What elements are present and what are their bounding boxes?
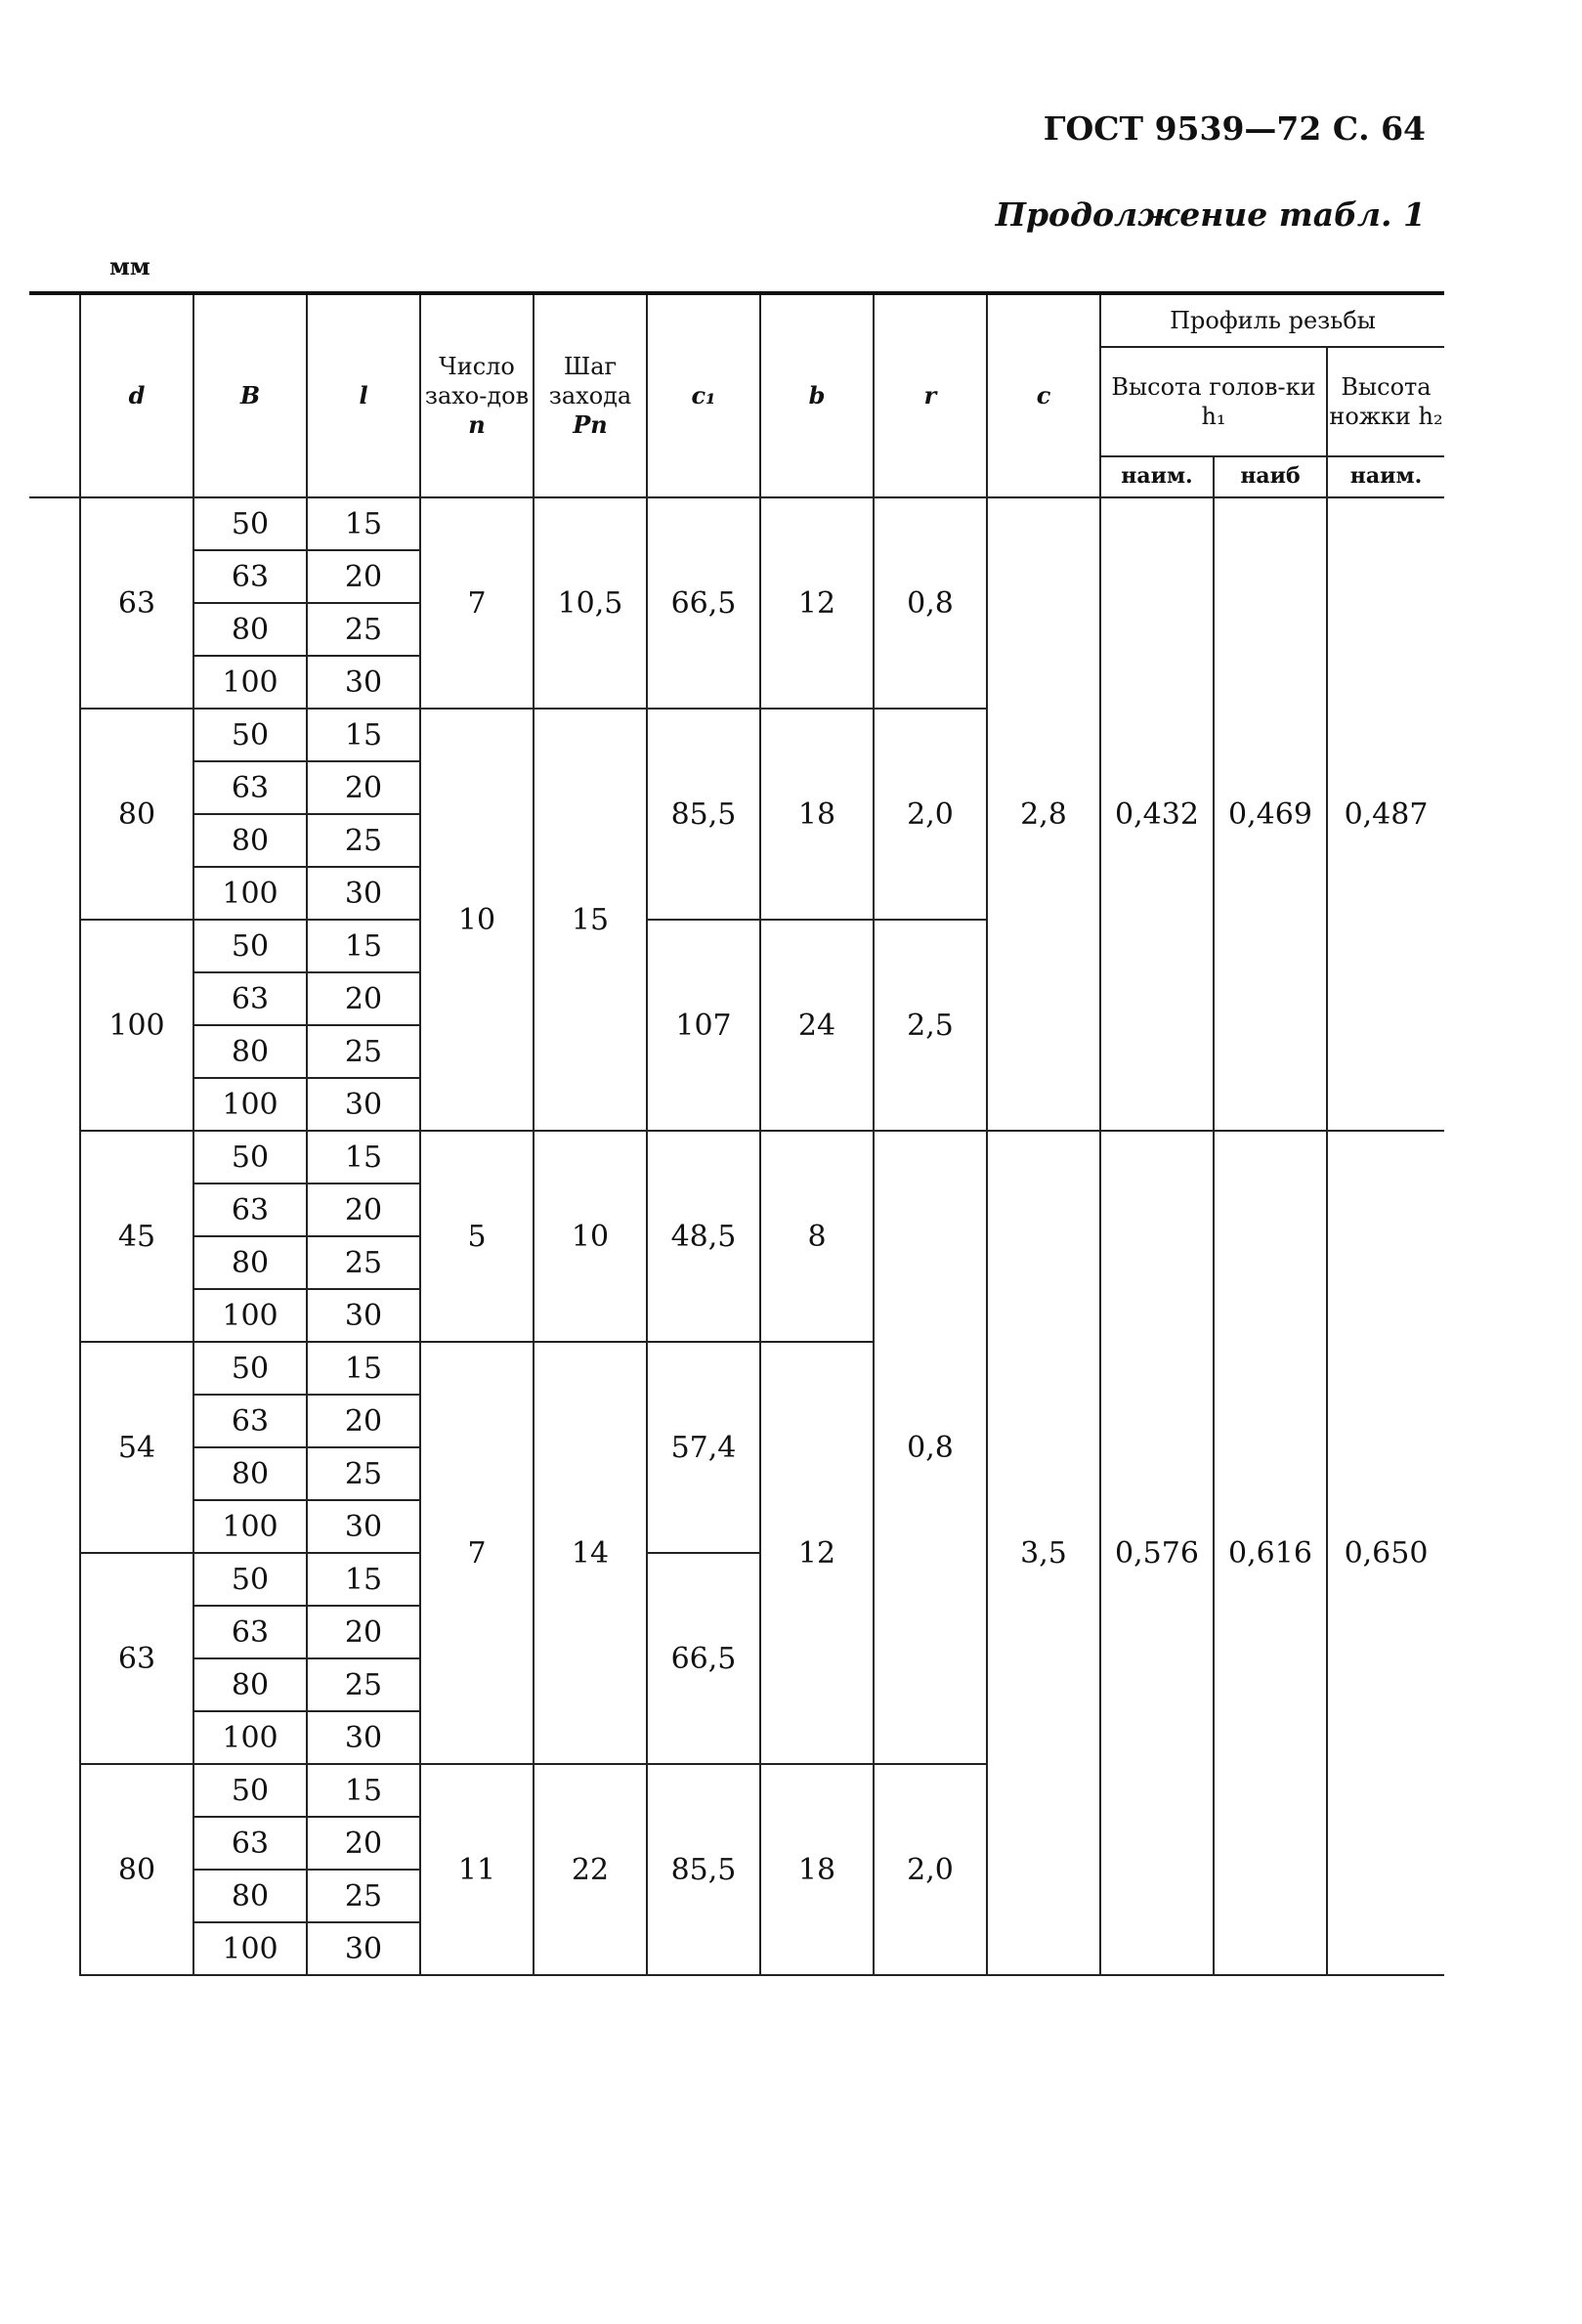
cell-B: 50 [193,1131,307,1184]
spacer-cell [29,1764,80,1817]
cell-B: 63 [193,1606,307,1658]
cell-l: 30 [307,867,420,920]
cell-B: 63 [193,761,307,814]
table-body [29,497,1444,1975]
cell-B: 100 [193,656,307,709]
cell-l: 25 [307,1236,420,1289]
cell-pn: 14 [534,1342,647,1764]
cell-h1-max: 0,469 [1214,497,1327,1131]
cell-l: 25 [307,1447,420,1500]
cell-b: 24 [760,920,874,1131]
spacer-cell [29,293,80,497]
cell-h1-min: 0,432 [1100,497,1214,1131]
cell-l: 30 [307,1711,420,1764]
cell-d: 63 [80,1553,193,1764]
col-header-pn-title: Шаг захода [548,353,632,409]
cell-n: 10 [420,709,534,1131]
cell-l: 30 [307,1922,420,1975]
cell-pn: 10 [534,1131,647,1342]
col-header-b: b [760,293,874,497]
spacer-cell [29,1500,80,1553]
col-header-h1: Высота голов-ки h₁ [1100,347,1327,456]
cell-B: 80 [193,1447,307,1500]
cell-h1-min: 0,576 [1100,1131,1214,1975]
cell-l: 20 [307,972,420,1025]
cell-r: 2,5 [874,920,987,1131]
cell-d: 63 [80,497,193,709]
cell-d: 54 [80,1342,193,1553]
cell-c1: 66,5 [647,497,760,709]
cell-c1: 57,4 [647,1342,760,1553]
cell-l: 20 [307,1184,420,1236]
col-header-profile: Профиль резьбы [1100,293,1444,347]
cell-B: 50 [193,920,307,972]
cell-B: 50 [193,497,307,550]
spacer-cell [29,656,80,709]
units-label: мм [109,252,150,280]
spacer-cell [29,1078,80,1131]
cell-l: 15 [307,1342,420,1395]
spacer-cell [29,709,80,761]
table-row [29,1131,1444,1184]
cell-B: 100 [193,1500,307,1553]
cell-n: 7 [420,497,534,709]
cell-r: 2,0 [874,1764,987,1975]
col-header-n-symbol: n [468,410,486,439]
cell-l: 15 [307,1553,420,1606]
cell-B: 63 [193,550,307,603]
cell-c: 2,8 [987,497,1100,1131]
spacer-cell [29,1395,80,1447]
cell-B: 63 [193,972,307,1025]
cell-l: 25 [307,1658,420,1711]
cell-l: 25 [307,1025,420,1078]
spacer-cell [29,1025,80,1078]
spacer-cell [29,814,80,867]
col-header-l: l [307,293,420,497]
cell-h2-min: 0,650 [1327,1131,1444,1975]
cell-l: 25 [307,814,420,867]
spacer-cell [29,1447,80,1500]
table-continuation: Продолжение табл. 1 [995,195,1426,234]
cell-b: 12 [760,497,874,709]
spacer-cell [29,972,80,1025]
col-header-pn [534,293,647,497]
cell-c1: 85,5 [647,709,760,920]
cell-B: 100 [193,1078,307,1131]
cell-B: 50 [193,1764,307,1817]
col-header-B: B [193,293,307,497]
cell-B: 80 [193,1658,307,1711]
cell-B: 50 [193,709,307,761]
cell-b: 18 [760,1764,874,1975]
cell-c: 3,5 [987,1131,1100,1975]
spacer-cell [29,1606,80,1658]
cell-B: 80 [193,603,307,656]
cell-pn: 22 [534,1764,647,1975]
cell-B: 100 [193,867,307,920]
table-row [29,497,1444,550]
spacer-cell [29,1131,80,1184]
cell-l: 20 [307,1606,420,1658]
cell-r: 0,8 [874,1131,987,1764]
cell-l: 20 [307,1817,420,1870]
cell-n: 11 [420,1764,534,1975]
col-header-n [420,293,534,497]
cell-pn: 15 [534,709,647,1131]
cell-l: 15 [307,497,420,550]
cell-l: 30 [307,1078,420,1131]
spacer-cell [29,1817,80,1870]
cell-l: 15 [307,709,420,761]
cell-B: 63 [193,1817,307,1870]
cell-n: 5 [420,1131,534,1342]
col-header-h2: Высота ножки h₂ [1327,347,1444,456]
cell-B: 100 [193,1711,307,1764]
spacer-cell [29,603,80,656]
cell-d: 45 [80,1131,193,1342]
col-header-c1: c₁ [647,293,760,497]
cell-r: 2,0 [874,709,987,920]
spacer-cell [29,920,80,972]
cell-B: 100 [193,1289,307,1342]
document-code: ГОСТ 9539—72 С. 64 [1043,109,1426,148]
spacer-cell [29,1342,80,1395]
spacer-cell [29,1289,80,1342]
col-header-h1-min: наим. [1100,456,1214,497]
spacer-cell [29,1711,80,1764]
cell-l: 15 [307,920,420,972]
cell-l: 20 [307,1395,420,1447]
cell-B: 100 [193,1922,307,1975]
col-header-d: d [80,293,193,497]
cell-l: 20 [307,550,420,603]
cell-c1: 107 [647,920,760,1131]
spacer-cell [29,761,80,814]
col-header-h2-min: наим. [1327,456,1444,497]
cell-b: 8 [760,1131,874,1342]
col-header-n-title: Число захо-дов [424,353,530,409]
cell-B: 80 [193,1236,307,1289]
spacer-cell [29,550,80,603]
cell-h2-min: 0,487 [1327,497,1444,1131]
thread-table [29,291,1443,1976]
cell-b: 18 [760,709,874,920]
spacer-cell [29,497,80,550]
spacer-cell [29,1658,80,1711]
cell-c1: 85,5 [647,1764,760,1975]
col-header-h1-max: наиб [1214,456,1327,497]
cell-d: 80 [80,709,193,920]
cell-c1: 48,5 [647,1131,760,1342]
cell-B: 63 [193,1184,307,1236]
col-header-pn-symbol: Pn [573,410,608,439]
cell-B: 80 [193,1870,307,1922]
cell-B: 63 [193,1395,307,1447]
cell-d: 80 [80,1764,193,1975]
cell-l: 15 [307,1131,420,1184]
spacer-cell [29,1870,80,1922]
spacer-cell [29,867,80,920]
cell-B: 50 [193,1553,307,1606]
spacer-cell [29,1184,80,1236]
cell-n: 7 [420,1342,534,1764]
spacer-cell [29,1922,80,1975]
cell-l: 15 [307,1764,420,1817]
cell-h1-max: 0,616 [1214,1131,1327,1975]
col-header-c: c [987,293,1100,497]
cell-B: 80 [193,814,307,867]
spacer-cell [29,1553,80,1606]
cell-pn: 10,5 [534,497,647,709]
cell-r: 0,8 [874,497,987,709]
cell-l: 20 [307,761,420,814]
cell-c1: 66,5 [647,1553,760,1764]
cell-l: 30 [307,1289,420,1342]
cell-l: 25 [307,1870,420,1922]
cell-l: 30 [307,1500,420,1553]
cell-B: 80 [193,1025,307,1078]
cell-l: 30 [307,656,420,709]
cell-d: 100 [80,920,193,1131]
col-header-r: r [874,293,987,497]
spacer-cell [29,1236,80,1289]
cell-l: 25 [307,603,420,656]
cell-B: 50 [193,1342,307,1395]
cell-b: 12 [760,1342,874,1764]
